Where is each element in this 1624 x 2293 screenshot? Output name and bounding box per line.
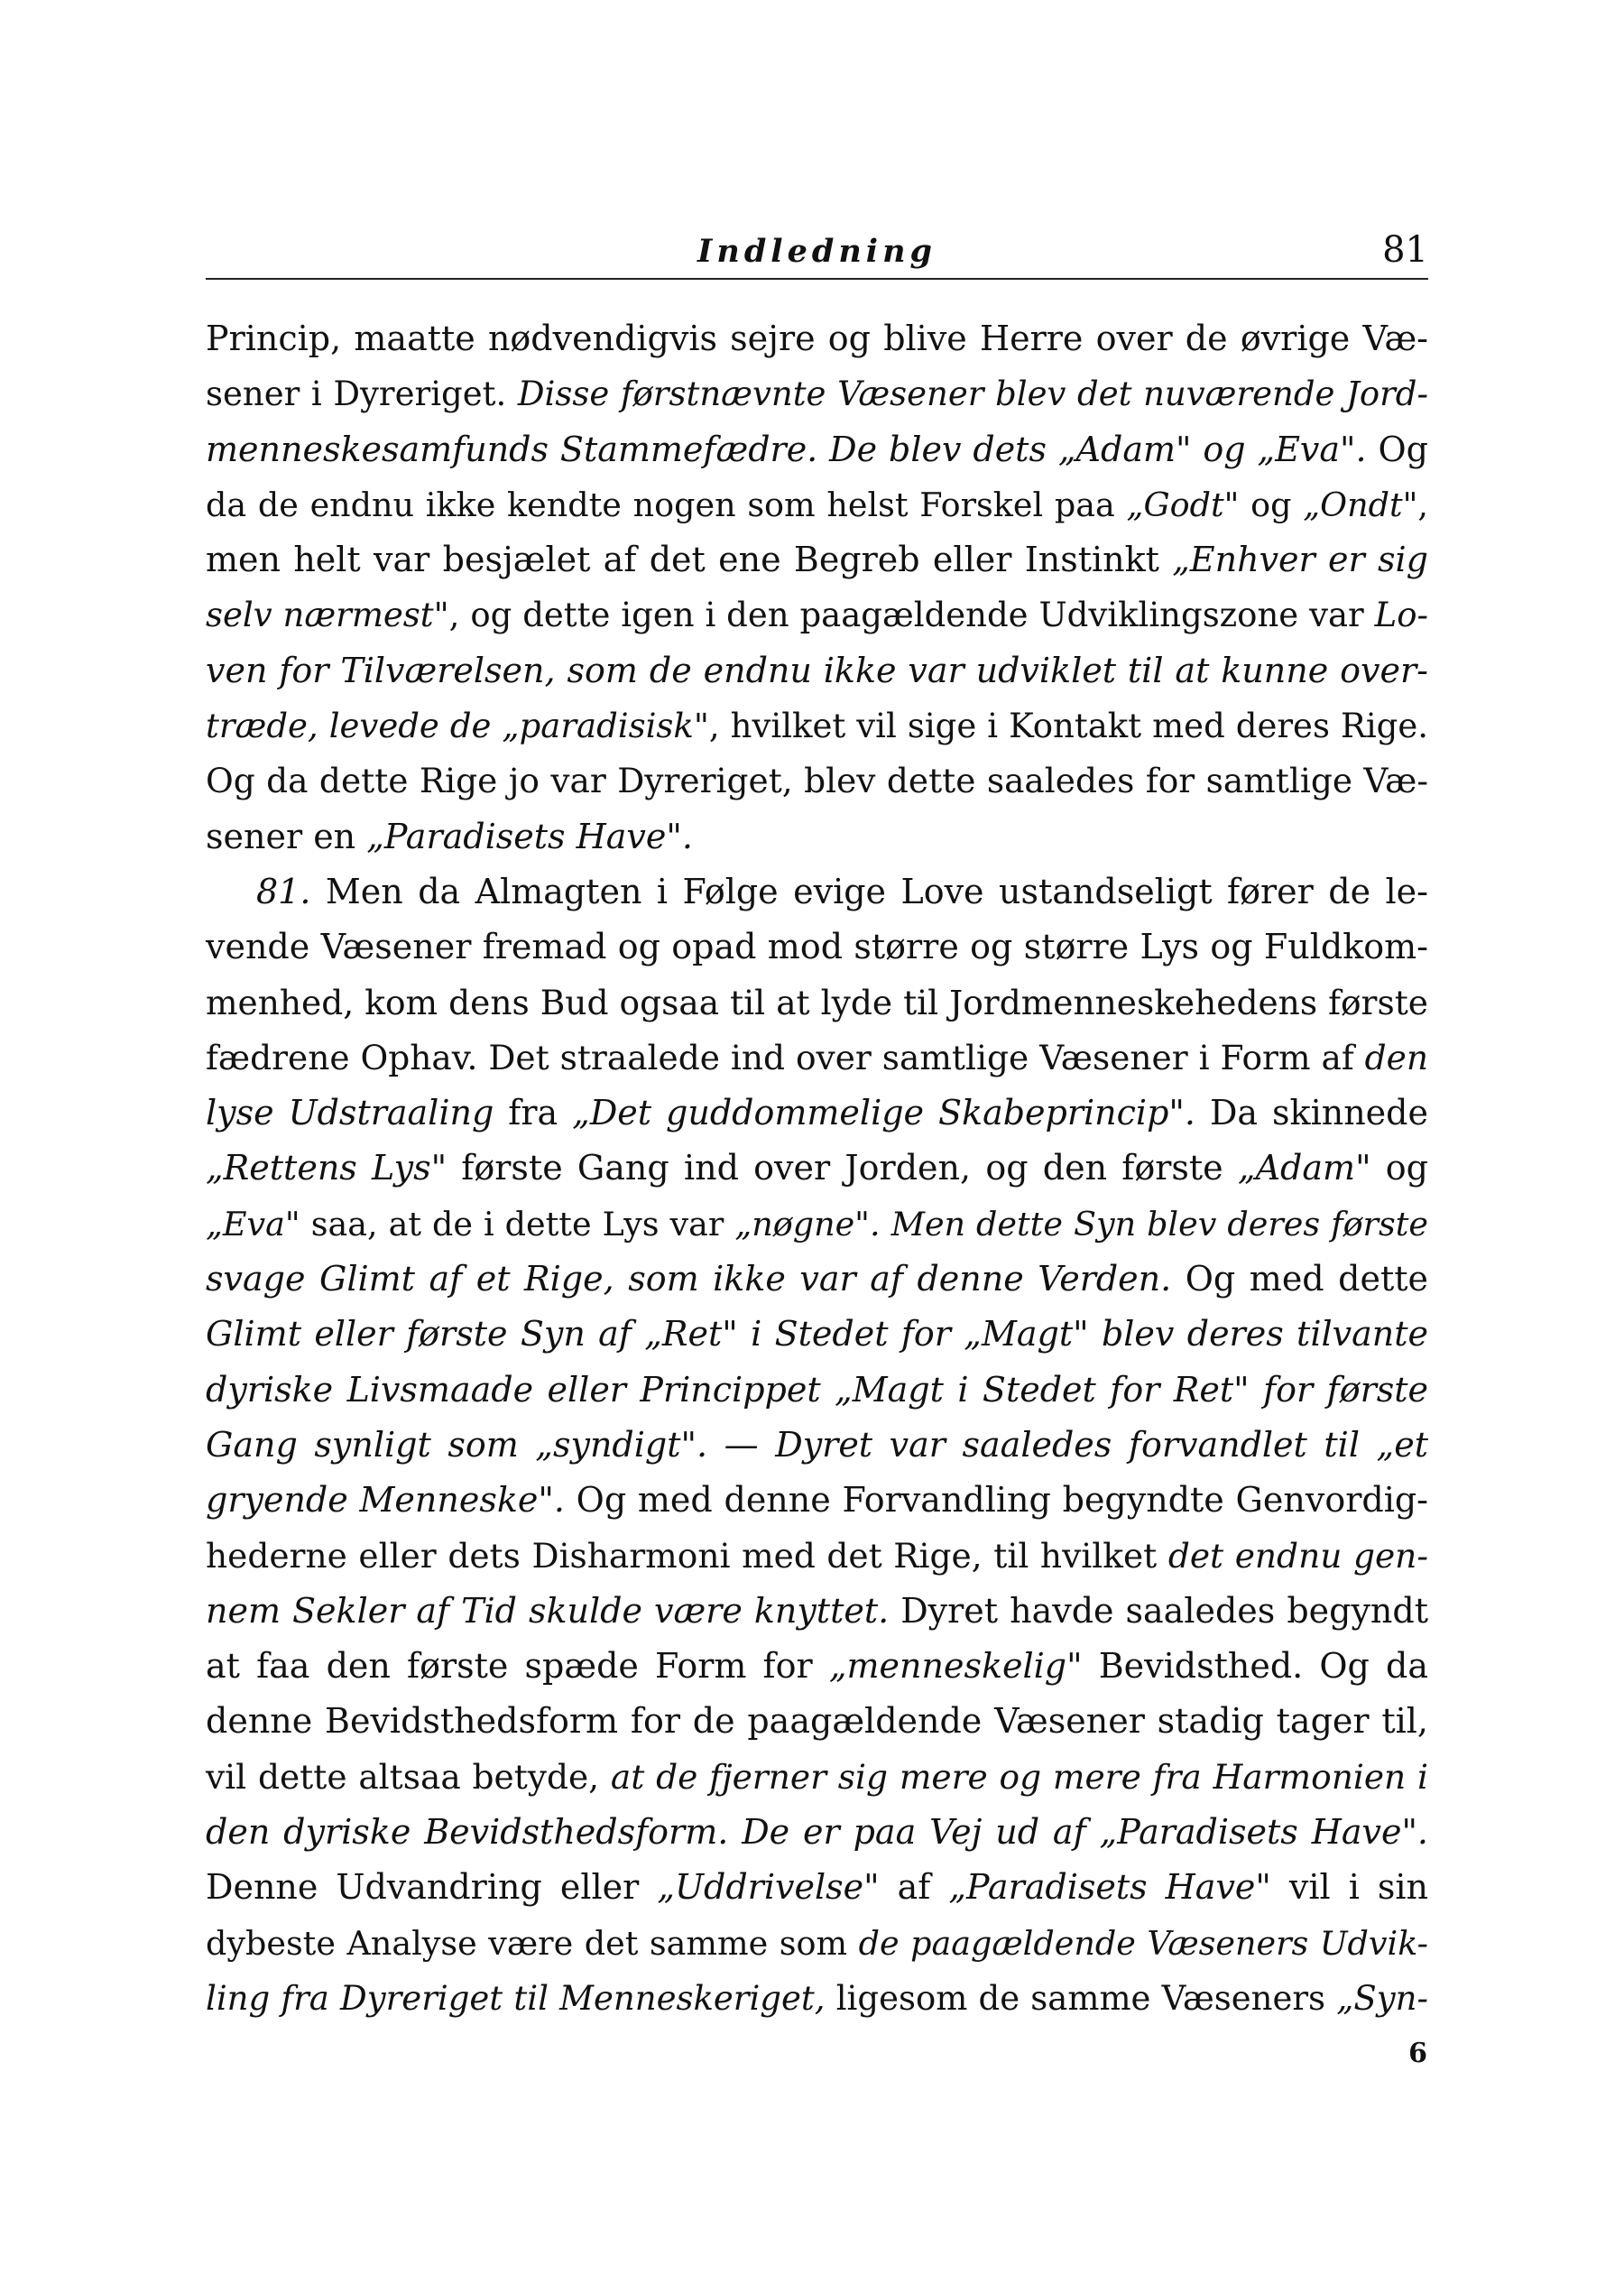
italic-text: „menneskelig" [828, 1646, 1083, 1687]
text-segment: Bevidsthed. Og da [1082, 1646, 1428, 1687]
signature-mark: 6 [1408, 2038, 1427, 2069]
text-segment: fædrene Ophav. Det straalede ind over samtlige Væsener i Form af [206, 1037, 1365, 1077]
text-line [206, 532, 1428, 587]
text-segment: fra [494, 1093, 573, 1133]
text-line [206, 311, 1428, 366]
italic-text: „Eva" [206, 1204, 300, 1244]
italic-text: Disse førstnævnte Væsener blev det nuværende Jord- [517, 374, 1428, 414]
text-segment: Denne Udvandring eller [206, 1867, 658, 1908]
text-segment: Og med dette [1171, 1259, 1429, 1299]
text-line [206, 1860, 1428, 1915]
text-segment: Og da dette Rige jo var Dyreriget, blev dette saaledes for samtlige Væ- [206, 761, 1428, 801]
italic-text: menneskesamfunds Stammefædre. De blev dets „Adam" og „Eva". [206, 429, 1367, 469]
italic-text: ven for Tilværelsen, som de endnu ikke var udviklet til at kunne over- [206, 650, 1428, 690]
text-segment: vil dette altsaa betyde, [206, 1756, 611, 1797]
text-segment: da de endnu ikke kendte nogen som helst Forskel paa [206, 485, 1127, 524]
text-segment: ligesom de samme Væseners [825, 1978, 1337, 2018]
text-line [206, 1363, 1428, 1418]
text-line [206, 1750, 1428, 1805]
text-line [206, 643, 1428, 698]
text-line [206, 754, 1428, 809]
text-segment: og [1239, 485, 1304, 524]
text-segment: , og dette igen i den paagældende Udviklingszone var [448, 596, 1375, 635]
italic-text: „Rettens Lys" [206, 1148, 448, 1188]
text-line [206, 1584, 1428, 1639]
text-line [206, 1252, 1428, 1307]
text-line [206, 809, 1428, 864]
italic-text: „nøgne". Men dette Syn blev deres første [734, 1204, 1428, 1244]
text-line [206, 1971, 1428, 2026]
text-line [206, 422, 1428, 477]
text-segment: Men da Almagten i Følge evige Love ustandseligt fører de le- [310, 871, 1428, 911]
italic-text: „Syn- [1336, 1978, 1428, 2018]
text-segment: sener i Dyreriget. [206, 374, 518, 414]
text-line [206, 1031, 1428, 1086]
text-segment: denne Bevidsthedsform for de paagældende Væsener stadig tager til, [206, 1701, 1428, 1742]
italic-text: lyse Udstraaling [206, 1093, 494, 1133]
body-text [206, 311, 1428, 2026]
text-segment: menhed, kom dens Bud ogsaa til at lyde til Jordmenneskehedens første [206, 982, 1428, 1022]
italic-text: „Paradisets Have". [366, 816, 693, 856]
italic-text: ling fra Dyreriget til Menneskeriget, [206, 1978, 826, 2018]
text-line [206, 698, 1428, 754]
text-line [206, 1916, 1428, 1971]
text-segment: og [1370, 1148, 1428, 1188]
text-line [206, 1141, 1428, 1196]
italic-text: „Enhver er sig [1172, 540, 1428, 580]
text-segment: , hvilket vil sige i Kontakt med deres Rige. [708, 707, 1428, 746]
text-segment: første Gang ind over Jorden, og den første [447, 1148, 1238, 1188]
text-segment: vende Væsener fremad og opad mod større og større Lys og Fuldkom- [206, 927, 1428, 967]
italic-text: det endnu gen- [1167, 1535, 1428, 1576]
italic-text: den dyriske Bevidsthedsform. De er paa Vej ud af „Paradisets Have". [206, 1812, 1428, 1853]
italic-text: „Godt" [1126, 485, 1240, 524]
text-segment: , [1417, 485, 1429, 524]
text-line [206, 1086, 1428, 1141]
text-line [206, 1639, 1428, 1694]
text-line [206, 1473, 1428, 1528]
text-segment: Da skinnede [1195, 1093, 1428, 1133]
italic-text: nem Sekler af Tid skulde være knyttet. [206, 1590, 890, 1631]
text-segment: men helt var besjælet af det ene Begreb eller Instinkt [206, 540, 1173, 580]
text-line [206, 477, 1428, 532]
text-line [206, 920, 1428, 975]
italic-text: at de fjerner sig mere og mere fra Harmonien i [610, 1756, 1428, 1797]
italic-text: „Ondt" [1303, 485, 1418, 524]
text-segment: af [879, 1867, 949, 1908]
text-segment: Og med denne Forvandling begyndte Genvordig- [564, 1480, 1429, 1521]
italic-text: selv nærmest" [206, 596, 449, 635]
text-line [206, 587, 1428, 643]
italic-text: 81. [256, 871, 311, 911]
text-segment: Og [1366, 429, 1428, 469]
text-line [206, 1805, 1428, 1860]
text-line [206, 1418, 1428, 1473]
italic-text: „Adam" [1237, 1148, 1371, 1188]
text-line [206, 975, 1428, 1031]
chapter-title: Indledning [697, 233, 937, 270]
italic-text: „Paradisets Have" [948, 1867, 1271, 1908]
text-segment: Princip, maatte nødvendigvis sejre og blive Herre over de øvrige Væ- [206, 319, 1428, 358]
running-head [206, 224, 1428, 280]
text-segment: vil i sin [1270, 1867, 1429, 1908]
italic-text: „Uddrivelse" [657, 1867, 880, 1908]
text-line [206, 1197, 1428, 1252]
text-line [206, 1529, 1428, 1584]
page-number: 81 [1382, 229, 1428, 271]
text-segment: hederne eller dets Disharmoni med det Rige, til hvilket [206, 1535, 1168, 1576]
italic-text: Lo- [1374, 596, 1428, 635]
italic-text: Gang synligt som „syndigt". — Dyret var saaledes forvandlet til „et [206, 1424, 1428, 1465]
italic-text: gryende Menneske". [206, 1480, 565, 1521]
text-segment: dybeste Analyse være det samme som [206, 1923, 859, 1963]
italic-text: de paagældende Væseners Udvik- [858, 1923, 1429, 1963]
italic-text: træde, levede de „paradisisk" [206, 707, 709, 746]
text-line [206, 1694, 1428, 1749]
italic-text: dyriske Livsmaade eller Princippet „Magt i Stedet for Ret" for første [206, 1369, 1428, 1410]
italic-text: den [1364, 1037, 1428, 1077]
text-segment: saa, at de i dette Lys var [300, 1204, 735, 1244]
italic-text: Glimt eller første Syn af „Ret" i Stedet for „Magt" blev deres tilvante [206, 1314, 1428, 1355]
text-segment: Dyret havde saaledes begyndt [889, 1590, 1428, 1631]
italic-text: „Det guddommelige Skabeprincip". [572, 1093, 1195, 1133]
text-segment: sener en [206, 816, 367, 856]
text-line [206, 366, 1428, 421]
italic-text: svage Glimt af et Rige, som ikke var af denne Verden. [206, 1259, 1172, 1299]
text-line [206, 864, 1428, 920]
text-line [206, 1307, 1428, 1362]
text-segment: at faa den første spæde Form for [206, 1646, 829, 1687]
